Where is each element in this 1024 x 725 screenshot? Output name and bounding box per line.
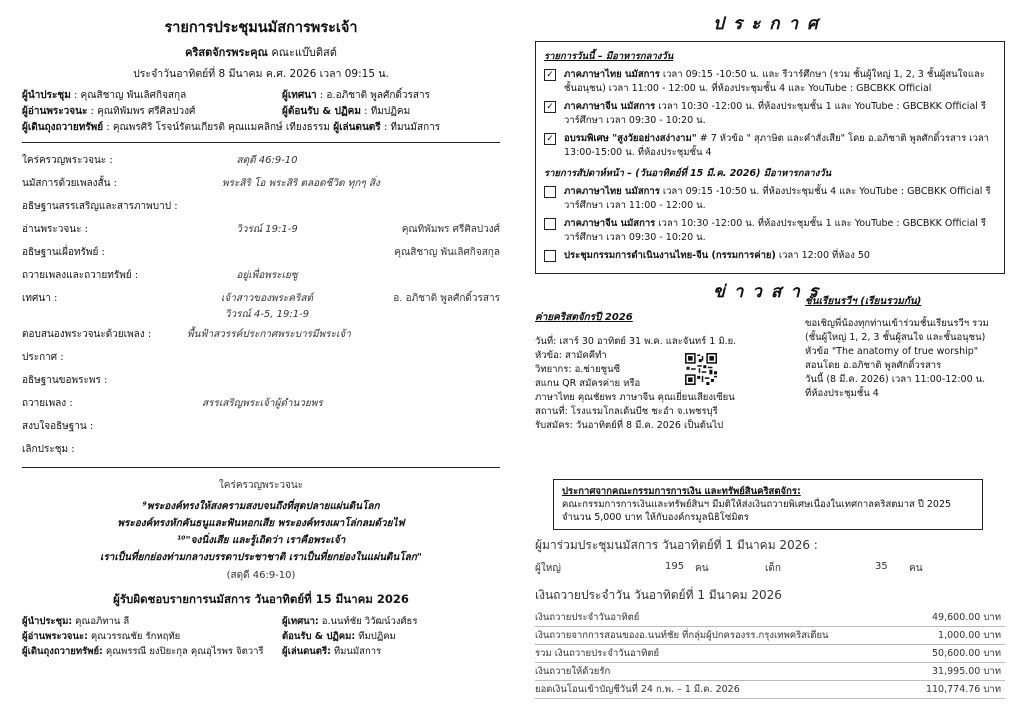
announcement-item: ภาคภาษาไทย นมัสการ เวลา 09:15 -10:50 น. ที่ห้องประชุมชั้น 4 และ YouTube : GBCBKK Official รีวาร์ศึกษา เวลา 11:00 - 12:00 น. bbox=[544, 185, 996, 213]
offering-names: คุณพรศิริ โรจน์รัตนเกียรติ คุณแมคลิกษ์ เทียงธรรม bbox=[112, 122, 331, 133]
order-item: อธิษฐานสรรเสริญและสารภาพบาป : bbox=[22, 201, 178, 212]
camp-heading: ค่ายคริสตจักรปี 2026 bbox=[535, 312, 633, 323]
giving-row: เงินถวายประจำวันอาทิตย์ 49,600.00 บาท bbox=[535, 609, 1005, 627]
announcements-box bbox=[535, 41, 1005, 274]
child-count: 35 bbox=[875, 561, 888, 572]
order-item: อธิษฐานขอพระพร : bbox=[22, 375, 108, 386]
checkbox-icon bbox=[544, 250, 556, 262]
scripture-ref: (สดุดี 46:9-10) bbox=[226, 570, 296, 581]
order-item: สงบใจอธิษฐาน : bbox=[22, 421, 94, 432]
giving-row: รวม เงินถวายประจำวันอาทิตย์ 50,600.00 บาท bbox=[535, 645, 1005, 663]
next-heading: รายการสัปดาห์หน้า – (วันอาทิตย์ที่ 15 มี.ค. 2026) มีอาหารกลางวัน bbox=[544, 168, 832, 179]
service-roles: ผู้นำประชุม : คุณสิชาญ พันเลิศกิจสกุล ผู้เทศนา : อ.อภิชาติ พูลศักดิ์วรสาร ผู้อ่านพระวจนะ : คุณทิพัมพร ศรีศิลปวงศ์ ผู้ต้อนรับ & ปฏิคม : ทีมปฏิคม ผู้เดินถุงถวายทรัพย์ : คุณพรศิริ โรจน์รัตนเกียรติ คุณแมคลิกษ์ เทียงธรรม ผู้เล่นดนตรี : ทีมนมัสการ bbox=[22, 90, 441, 133]
qr-code-icon[interactable] bbox=[685, 353, 717, 385]
finance-text: คณะกรรมการการเงินและทรัพย์สินฯ มีมติให้ส่งเงินถวายพิเศษเนื่องในเทศกาลคริสตมาส ปี 2025 จำนวน 5,000 บาท ให้กับองค์กรมูลนิธิโซ่มิตร bbox=[562, 499, 952, 523]
checkbox-icon bbox=[544, 218, 556, 230]
next-week-roles: ผู้นำประชุม: คุณอภิทาน ลี ผู้เทศนา: อ.นนท์ชัย วิวัฒน์วงศ์ธร ผู้อ่านพระวจนะ: คุณวรรณชัย รักหฤทัย ต้อนรับ & ปฏิคม: ทีมปฏิคม ผู้เดินถุงถวายทรัพย์: คุณพรรณี ยงปิยะกุล คุณอุไรพร จิตวารี ผู้เล่นดนตรี: ทีมนมัสการ bbox=[22, 616, 418, 657]
news-section bbox=[535, 296, 1005, 481]
scripture-caption: ใคร่ครวญพระวจนะ bbox=[218, 480, 304, 491]
announcement-item: ✓ ภาคภาษาจีน นมัสการ เวลา 10:30 -12:00 น. ที่ห้องประชุมชั้น 1 และ YouTube : GBCBKK Official รีวาร์ศึกษา เวลา 09:30 - 10:20 น. bbox=[544, 100, 996, 128]
order-item: เทศนา : เจ้าสาวของพระคริสต์ อ. อภิชาติ พูลศักดิ์วรสาร วิวรณ์ 4-5, 19:1-9 bbox=[22, 293, 500, 320]
bulletin-header bbox=[22, 16, 500, 82]
left-column bbox=[22, 10, 500, 720]
reader-name: คุณทิพัมพร ศรีศิลปวงศ์ bbox=[97, 106, 196, 117]
announcements-title: ประกาศ bbox=[713, 14, 827, 34]
order-item: ตอบสนองพระวจนะด้วยเพลง : พื้นฟ้าสวรรค์ประกาศพระบารมีพระเจ้า bbox=[22, 329, 351, 340]
order-item: ถวายเพลงและถวายทรัพย์ : อยู่เพื่อพระเยซู bbox=[22, 270, 298, 281]
order-item: ใคร่ครวญพระวจนะ : สดุดี 46:9-10 bbox=[22, 155, 298, 166]
adult-count: 195 bbox=[665, 561, 685, 572]
order-item: อธิษฐานเผื่อทรัพย์ : คุณสิชาญ พันเลิศกิจสกุล bbox=[22, 247, 500, 258]
order-item: นมัสการด้วยเพลงสั้น : พระสิริ โอ พระสิริ ตลอดชีวิต ทุกๆ สิ่ง bbox=[22, 178, 380, 189]
order-item: ถวายเพลง : สรรเสริญพระเจ้าผู้ดำนวยพร bbox=[22, 398, 323, 409]
finance-heading: ประกาศจากคณะกรรมการการเงิน และทรัพย์สินคริสตจักร: bbox=[562, 486, 801, 497]
bulletin-title: รายการประชุมนมัสการพระเจ้า bbox=[164, 20, 358, 36]
next-week-title: ผู้รับผิดชอบรายการนมัสการ วันอาทิตย์ที่ 15 มีนาคม 2026 bbox=[113, 592, 409, 606]
announcement-item: ✓ อบรมพิเศษ "สูงวัยอย่างสง่างาม" # 7 หัวข้อ " สุภาษิต และคำสั่งเสีย" โดย อ.อภิชาติ พูลศักดิ์วรสาร เวลา 13:00-15:00 น. ที่ห้องประชุมชั้น 4 bbox=[544, 132, 996, 160]
leader-name: คุณสิชาญ พันเลิศกิจสกุล bbox=[80, 90, 187, 101]
sunday-heading: ชั้นเรียนรวีฯ (เรียนรวมกัน) bbox=[805, 296, 922, 307]
giving-table bbox=[535, 609, 1005, 699]
sunday-class-news: ชั้นเรียนรวีฯ (เรียนรวมกัน) ขอเชิญพี่น้องทุกท่านเข้าร่วมชั้นเรียนรวีฯ รวม (ชั้นผู้ใหญ่ 1, 2, 3 ชั้นผู้สนใจ และชั้นอนุชน) หัวข้อ "The anatomy of true worship" สอนโดย อ.อภิชาติ พูลศักดิ์วรสาร วันนี้ (8 มี.ค. 2026) เวลา 11:00-12:00 น. ที่ห้องประชุมชั้น 4 bbox=[805, 295, 1005, 401]
right-column bbox=[535, 10, 1005, 720]
news-title: ข่าวสาร bbox=[713, 282, 827, 302]
checkbox-icon: ✓ bbox=[544, 133, 556, 145]
order-item: เลิกประชุม : bbox=[22, 444, 75, 455]
greeter-name: ทีมปฏิคม bbox=[370, 106, 411, 117]
attendance-title: ผู้มาร่วมประชุมนมัสการ วันอาทิตย์ที่ 1 มีนาคม 2026 : bbox=[535, 538, 818, 552]
giving-title: เงินถวายประจำวัน วันอาทิตย์ที่ 1 มีนาคม 2026 bbox=[535, 588, 782, 602]
announcement-item: ภาคภาษาจีน นมัสการ เวลา 10:30 -12:00 น. ที่ห้องประชุมชั้น 1 และ YouTube : GBCBKK Official รีวาร์ศึกษา เวลา 09:30 - 10:20 น. bbox=[544, 217, 996, 245]
checkbox-icon: ✓ bbox=[544, 101, 556, 113]
today-heading: รายการวันนี้ – มีอาหารกลางวัน bbox=[544, 51, 674, 62]
checkbox-icon: ✓ bbox=[544, 69, 556, 81]
scripture-text: ⁹พระองค์ทรงให้สงครามสงบจนถึงที่สุดปลายแผ่นดินโลก พระองค์ทรงหักคันธนูและฟันหอกเสีย พระองค์ทรงเผาโล่กลมด้วยไฟ ¹⁰"จงนิ่งเสีย และรู้เถิดว่า เราคือพระเจ้า เราเป็นที่ยกย่องท่ามกลางบรรดาประชาชาติ เราเป็นที่ยกย่องในแผ่นดินโลก" bbox=[99, 501, 423, 563]
giving-row: เงินถวายให้ด้วยรัก 31,995.00 บาท bbox=[535, 663, 1005, 681]
giving-row: ยอดเงินโอนเข้าบัญชีวันที่ 24 ก.พ. – 1 มี.ค. 2026 110,774.76 บาท bbox=[535, 681, 1005, 699]
order-item: ประกาศ : bbox=[22, 352, 64, 363]
announcement-item: ✓ ภาคภาษาไทย นมัสการ เวลา 09:15 -10:50 น. และ รีวาร์ศึกษา (รวม ชั้นผู้ใหญ่ 1, 2, 3 ชั้นผู้สนใจและชั้นอนุชน) เวลา 11:00 - 12:00 น. ที่ห้องประชุมชั้น 4 และ YouTube : GBCBKK Official bbox=[544, 68, 996, 96]
church-name: คริสตจักรพระคุณ คณะแบ๊บติสต์ bbox=[185, 46, 337, 59]
announcement-item: ประชุมกรรมการดำเนินงานไทย-จีน (กรรมการค่าย) เวลา 12:00 ที่ห้อง 50 bbox=[544, 249, 996, 263]
attendance: ผู้มาร่วมประชุมนมัสการ วันอาทิตย์ที่ 1 มีนาคม 2026 : ผู้ใหญ่ 195 คน เด็ก 35 คน bbox=[535, 536, 1005, 576]
music-team: ทีมนมัสการ bbox=[390, 122, 441, 133]
giving-row: เงินถวายจากการสอนของอ.นนท์ชัย ที่กลุ่มผู้ปกครองรร.กรุงเทพคริสเตียน 1,000.00 บาท bbox=[535, 627, 1005, 645]
camp-news: ค่ายคริสตจักรปี 2026 วันที่: เสาร์ 30 อาทิตย์ 31 พ.ค. และจันทร์ 1 มิ.ย. หัวข้อ: สามัคคีทำ วิทยากร: อ.ช่ายชูนซี สแกน QR สมัครค่าย หรือ ภาษาไทย คุณชัยพร ภาษาจีน คุณเยี่ยนเสียงเซียน สถานที่: โรงแรมโกลเด้นบีช ชะอำ จ.เพชรบุรี รับสมัคร: วันอาทิตย์ที่ 8 มี.ค. 2026 เป็นต้นไป bbox=[535, 311, 773, 433]
scripture-meditation bbox=[22, 467, 500, 583]
order-item: อ่านพระวจนะ : วิวรณ์ 19:1-9 คุณทิพัมพร ศรีศิลปวงศ์ bbox=[22, 224, 500, 235]
checkbox-icon bbox=[544, 186, 556, 198]
finance-notice bbox=[553, 479, 983, 530]
order-of-service bbox=[22, 149, 500, 461]
service-date: ประจำวันอาทิตย์ที่ 8 มีนาคม ค.ศ. 2026 เวลา 09:15 น. bbox=[133, 68, 389, 80]
preacher-name: อ.อภิชาติ พูลศักดิ์วรสาร bbox=[326, 90, 430, 101]
divider bbox=[22, 142, 500, 143]
